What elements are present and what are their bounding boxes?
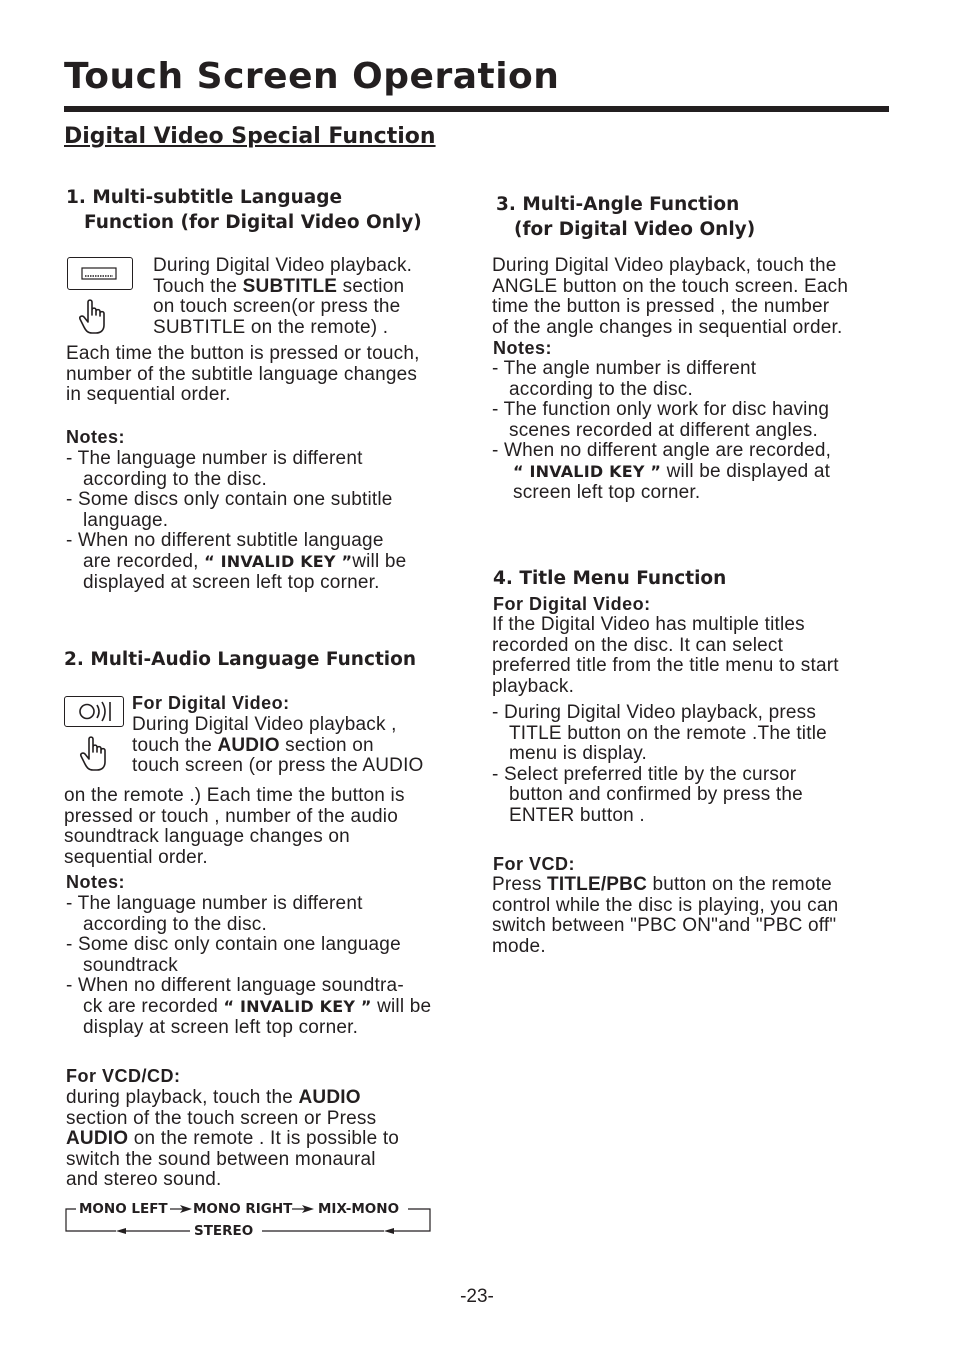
s2-for-dv-label: For Digital Video: xyxy=(132,693,290,713)
text-line: Touch the SUBTITLE section xyxy=(153,275,405,297)
list-item: - Select preferred title by the cursor xyxy=(492,763,797,785)
invalid-key-text: “ INVALID KEY ” xyxy=(223,996,372,1016)
s3-heading-line1: 3. Multi-Angle Function xyxy=(496,194,740,215)
list-item: - The function only work for disc having xyxy=(492,399,830,421)
list-item: - The angle number is different xyxy=(492,358,757,379)
s2-notes-list xyxy=(66,894,431,1038)
mode-mono-right: MONO RIGHT xyxy=(193,1201,293,1217)
page-title: Touch Screen Operation xyxy=(64,56,560,97)
text-line: SUBTITLE on the remote) . xyxy=(153,316,389,338)
s1-paragraph xyxy=(66,344,420,406)
text-line: switch between "PBC ON"and "PBC off" xyxy=(492,915,837,937)
text-line: touch the AUDIO section on xyxy=(132,734,374,756)
mode-mono-left: MONO LEFT xyxy=(79,1201,168,1217)
s2-vcd-label: For VCD/CD: xyxy=(66,1066,181,1086)
list-item: - When no different language soundtra- xyxy=(66,975,404,997)
list-item: - During Digital Video playback, press xyxy=(492,702,817,723)
s2-notes-label: Notes: xyxy=(66,872,126,892)
s1-heading-line2: Function (for Digital Video Only) xyxy=(84,212,422,233)
s4-dv-list xyxy=(492,703,827,827)
s4-heading: 4. Title Menu Function xyxy=(493,568,727,589)
text-line: playback. xyxy=(492,675,575,697)
list-item-cont: according to the disc. xyxy=(83,913,267,935)
text-line: during playback, touch the AUDIO xyxy=(66,1087,361,1108)
text-line: of the angle changes in sequential order. xyxy=(492,316,843,338)
list-item-cont: ck are recorded “ INVALID KEY ” will be xyxy=(83,995,432,1017)
s1-heading-line1: 1. Multi-subtitle Language xyxy=(66,187,343,208)
text-line: sequential order. xyxy=(64,846,208,868)
text-line: control while the disc is playing, you can xyxy=(492,894,839,916)
touch-hand-icon xyxy=(77,298,113,341)
text-line: number of the subtitle language changes xyxy=(66,363,418,385)
list-item-cont: screen left top corner. xyxy=(513,481,701,503)
audio-mode-diagram xyxy=(62,1196,434,1240)
text-line: and stereo sound. xyxy=(66,1169,222,1191)
s3-paragraph xyxy=(492,256,848,338)
text-line: During Digital Video playback , xyxy=(132,714,397,735)
text-line: If the Digital Video has multiple titles xyxy=(492,614,805,635)
list-item-cont: display at screen left top corner. xyxy=(83,1016,359,1038)
list-item: - When no different subtitle language xyxy=(66,530,384,552)
text-line: section of the touch screen or Press xyxy=(66,1107,377,1129)
text-line: touch screen (or press the AUDIO xyxy=(132,755,424,777)
list-item-cont: displayed at screen left top corner. xyxy=(83,571,380,593)
list-item-cont: language. xyxy=(83,509,169,531)
text-line: on the remote .) Each time the button is xyxy=(64,785,405,806)
text-line: During Digital Video playback, touch the xyxy=(492,255,837,276)
list-item-cont: “ INVALID KEY ” will be displayed at xyxy=(513,460,831,482)
section-subtitle: Digital Video Special Function xyxy=(64,124,436,149)
s2-paragraph xyxy=(64,786,405,868)
list-item-cont: according to the disc. xyxy=(509,378,693,400)
text-line: time the button is pressed , the number xyxy=(492,296,830,318)
page-number: -23- xyxy=(460,1286,494,1307)
list-item: - When no different angle are recorded, xyxy=(492,440,832,462)
s1-notes-list xyxy=(66,449,406,593)
list-item-cont: are recorded, “ INVALID KEY ”will be xyxy=(83,550,407,572)
text-line: mode. xyxy=(492,935,546,957)
text-line: ANGLE button on the touch screen. Each xyxy=(492,275,849,297)
title-rule xyxy=(64,106,889,112)
s3-notes-list xyxy=(492,359,831,503)
text-line: AUDIO on the remote . It is possible to xyxy=(66,1128,400,1150)
text-line: During Digital Video playback. xyxy=(153,255,413,276)
s1-notes-label: Notes: xyxy=(66,427,126,447)
list-item-cont: TITLE button on the remote .The title xyxy=(509,722,827,744)
s2-vcd-text xyxy=(66,1088,399,1191)
audio-button-icon xyxy=(64,696,124,727)
s3-heading-line2: (for Digital Video Only) xyxy=(514,219,756,240)
text-line: soundtrack language changes on xyxy=(64,826,350,848)
text-line: switch the sound between monaural xyxy=(66,1148,376,1170)
s4-vcd-label: For VCD: xyxy=(493,854,575,874)
list-item-cont: according to the disc. xyxy=(83,468,267,490)
invalid-key-text: “ INVALID KEY ” xyxy=(204,551,353,571)
list-item: - The language number is different xyxy=(66,448,363,469)
list-item-cont: ENTER button . xyxy=(509,804,645,826)
text-line: pressed or touch , number of the audio xyxy=(64,805,398,827)
text-line: on touch screen(or press the xyxy=(153,296,401,318)
s2-heading: 2. Multi-Audio Language Function xyxy=(64,649,417,670)
list-item-cont: button and confirmed by press the xyxy=(509,784,803,806)
list-item-cont: scenes recorded at different angles. xyxy=(509,419,818,441)
s1-icon-text xyxy=(153,256,412,338)
list-item-cont: menu is display. xyxy=(509,743,648,765)
subtitle-button-icon xyxy=(67,257,133,290)
text-line: in sequential order. xyxy=(66,384,231,406)
list-item: - Some disc only contain one language xyxy=(66,934,401,956)
invalid-key-text: “ INVALID KEY ” xyxy=(513,461,662,481)
s2-icon-text xyxy=(132,715,424,777)
list-item: - Some discs only contain one subtitle xyxy=(66,489,393,511)
mode-stereo: STEREO xyxy=(194,1223,254,1239)
s4-dv-label: For Digital Video: xyxy=(493,594,651,614)
list-item: - The language number is different xyxy=(66,893,363,914)
touch-hand-icon xyxy=(78,735,114,778)
s4-vcd-text xyxy=(492,875,838,957)
list-item-cont: soundtrack xyxy=(83,954,178,976)
mode-mix-mono: MIX-MONO xyxy=(318,1201,400,1217)
text-line: recorded on the disc. It can select xyxy=(492,634,784,656)
text-line: Each time the button is pressed or touch, xyxy=(66,343,420,364)
s4-dv-paragraph xyxy=(492,615,839,697)
s3-notes-label: Notes: xyxy=(493,338,553,358)
text-line: Press TITLE/PBC button on the remote xyxy=(492,874,832,895)
text-line: preferred title from the title menu to start xyxy=(492,655,839,677)
